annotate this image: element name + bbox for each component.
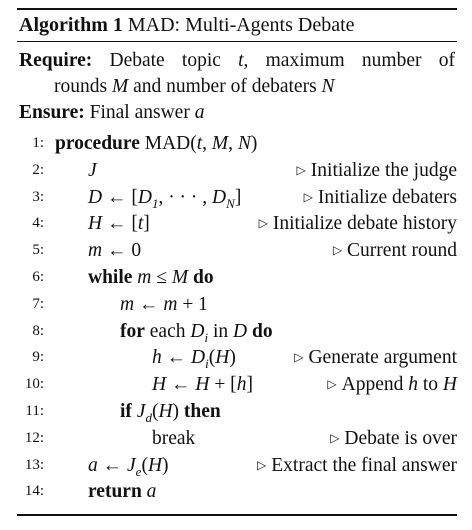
line-number: 3: [32, 188, 44, 205]
line-number: 10: [24, 376, 44, 393]
algorithm-line-13 [0, 452, 457, 479]
line-code: for each $D_i$ in D do [120, 320, 273, 345]
line-code: while m ≤ M do [88, 267, 214, 288]
line-number: 5: [32, 242, 44, 259]
line-number: 11: [25, 403, 44, 419]
bottom-rule [17, 514, 457, 516]
line-number: 14: [24, 483, 44, 500]
comment-triangle-icon: ▷ [258, 216, 268, 231]
comment-triangle-icon: ▷ [303, 189, 313, 204]
comment-triangle-icon: ▷ [327, 377, 337, 392]
require-block [19, 48, 455, 100]
line-comment: ▷ Initialize debate history [259, 210, 457, 239]
algorithm-line-9 [0, 344, 457, 371]
line-number: 6: [32, 269, 44, 285]
line-code: D ← [$D_1$, · · · , $D_N$] [88, 186, 242, 211]
algorithm-label: Algorithm 1 [19, 14, 123, 36]
require-word: maximum [265, 50, 345, 71]
algorithm-line-3 [0, 184, 457, 211]
line-comment: ▷ Initialize debaters [304, 184, 457, 213]
line-number: 9: [32, 349, 44, 366]
line-comment: ▷ Current round [333, 237, 457, 266]
line-code: m ← m + 1 [120, 293, 208, 315]
line-comment: ▷ Generate argument [294, 344, 457, 373]
line-comment: ▷ Initialize the judge [297, 157, 457, 186]
ensure-block [19, 100, 455, 126]
algorithm-line-5 [0, 237, 457, 264]
algorithm-line-8 [0, 318, 457, 345]
line-code: break [152, 427, 196, 449]
line-code: return a [88, 481, 157, 503]
algorithm-line-14 [0, 478, 457, 505]
caption-rule [17, 41, 457, 42]
line-comment: ▷ Extract the final answer [257, 452, 457, 481]
line-number: 1: [32, 135, 44, 151]
line-code: procedure MAD(t, M, N) [55, 133, 258, 154]
algorithm-caption [19, 12, 355, 38]
require-word: Debate [109, 50, 165, 71]
algorithm-line-4 [0, 210, 457, 237]
line-number: 2: [32, 161, 44, 178]
line-number: 12: [24, 429, 44, 446]
algorithm-line-2 [0, 157, 457, 184]
require-keyword: Require: [19, 50, 93, 71]
comment-triangle-icon: ▷ [294, 350, 304, 365]
line-code: H ← [t] [88, 213, 150, 235]
comment-triangle-icon: ▷ [296, 162, 306, 177]
require-word: topic [181, 50, 221, 71]
require-line-1 [19, 48, 455, 74]
algorithm-title: MAD: Multi-Agents Debate [127, 14, 355, 36]
line-code: H ← H + [h] [152, 374, 253, 396]
algorithm-line-6 [0, 264, 457, 291]
line-number: 7: [32, 295, 44, 312]
algorithm-line-10 [0, 371, 457, 398]
line-code: a ← $J_e(H)$ [88, 454, 169, 479]
line-comment: ▷ Append h to H [327, 371, 457, 400]
ensure-text: Final answer a [89, 102, 205, 123]
line-number: 13: [24, 456, 44, 473]
algorithm-line-1 [0, 130, 457, 157]
algorithm-line-11 [0, 398, 457, 425]
top-rule [17, 8, 457, 10]
require-word: t, [238, 50, 249, 71]
line-comment: ▷ Debate is over [330, 425, 457, 454]
line-code: h ← $D_i(H)$ [152, 347, 236, 372]
comment-triangle-icon: ▷ [332, 243, 343, 258]
line-code: if $J_d(H)$ then [120, 401, 221, 425]
require-word: number [361, 50, 422, 71]
line-code: m ← 0 [88, 240, 142, 262]
line-number: 4: [32, 215, 44, 232]
comment-triangle-icon: ▷ [330, 430, 340, 445]
algorithm-line-7 [0, 291, 457, 318]
ensure-keyword: Ensure: [19, 102, 85, 123]
comment-triangle-icon: ▷ [257, 457, 267, 472]
require-word: of [438, 50, 455, 71]
line-code: J [88, 159, 97, 181]
line-number: 8: [32, 322, 44, 339]
algorithm-line-12 [0, 425, 457, 452]
require-line-2: rounds M and number of debaters N [54, 76, 335, 97]
